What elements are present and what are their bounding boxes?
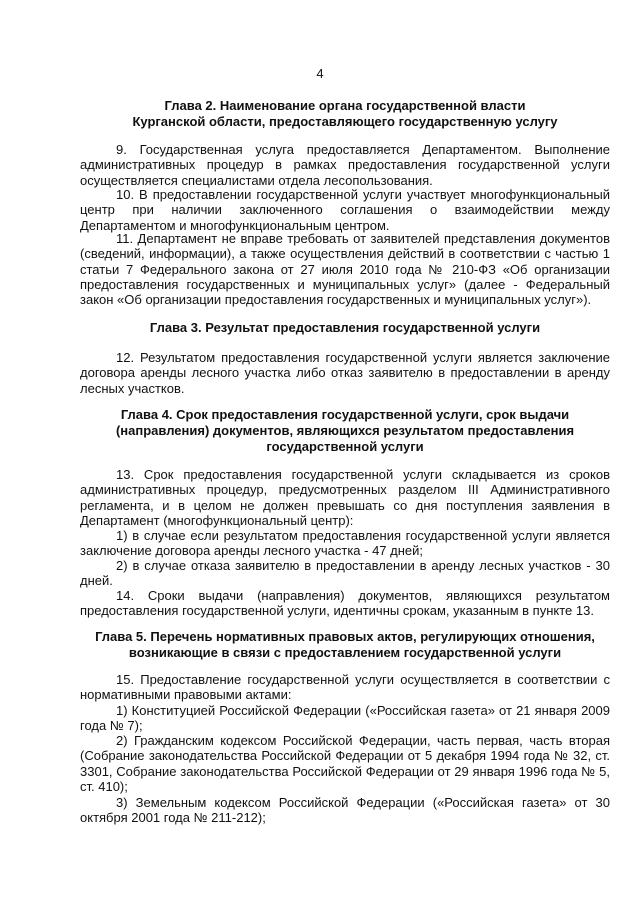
paragraph-15-item-3: 3) Земельным кодексом Российской Федерации («Российская газета» от 30 октября 2001 года № 211-212); — [80, 795, 610, 826]
paragraph-12: 12. Результатом предоставления государственной услуги является заключение договора аренды лесного участка либо отказ заявителю в предоставлении в аренду лесных участков. — [80, 350, 610, 396]
paragraph-15-item-2: 2) Гражданским кодексом Российской Федерации, часть первая, часть вторая (Собрание законодательства Российской Федерации от 5 декабря 1994 года № 32, ст. 3301, Собрание законодательства Российской Федерации от 29 января 1996 года № 5, ст. 410); — [80, 733, 610, 794]
chapter-3-heading: Глава 3. Результат предоставления государственной услуги — [149, 320, 541, 335]
paragraph-13-item-2: 2) в случае отказа заявителю в предоставлении в аренду лесных участков - 30 дней. — [80, 558, 610, 589]
paragraph-14: 14. Сроки выдачи (направления) документов, являющихся результатом предоставления государственной услуги, идентичны срокам, указанным в пункте 13. — [80, 588, 610, 619]
paragraph-10: 10. В предоставлении государственной услуги участвует многофункциональный центр при наличии заключенного соглашения о взаимодействии между Департаментом и многофункциональным центром. — [80, 187, 610, 233]
paragraph-9: 9. Государственная услуга предоставляется Департаментом. Выполнение административных процедур в рамках предоставления государственной услуги осуществляется специалистами отдела лесопользования. — [80, 142, 610, 188]
paragraph-15: 15. Предоставление государственной услуги осуществляется в соответствии с нормативными правовыми актами: — [80, 672, 610, 703]
chapter-5-heading: Глава 5. Перечень нормативных правовых актов, регулирующих отношения, возникающие в связи с предоставлением государственной услуги — [95, 629, 595, 660]
page-number: 4 — [316, 66, 324, 81]
chapter-4-heading: Глава 4. Срок предоставления государственной услуги, срок выдачи (направления) документов, являющихся результатом предоставления государственной услуги — [115, 407, 575, 454]
paragraph-11: 11. Департамент не вправе требовать от заявителей представления документов (сведений, информации), а также осуществления действий в соответствии с частью 1 статьи 7 Федерального закона от 27 июля 2010 года № 210-ФЗ «Об организации предоставления государственных и муниципальных услуг» (далее - Федеральный закон «Об организации предоставления государственных и муниципальных услуг»). — [80, 231, 610, 308]
paragraph-13: 13. Срок предоставления государственной услуги складывается из сроков административных процедур, предусмотренных разделом III Административного регламента, и в целом не должен превышать со дня поступления заявления в Департамент (многофункциональный центр): — [80, 467, 610, 528]
chapter-2-heading: Глава 2. Наименование органа государственной власти Курганской области, предоставляющего государственную услугу — [132, 98, 558, 129]
paragraph-15-item-1: 1) Конституцией Российской Федерации («Российская газета» от 21 января 2009 года № 7); — [80, 703, 610, 734]
paragraph-13-item-1: 1) в случае если результатом предоставления государственной услуги является заключение договора аренды лесного участка - 47 дней; — [80, 528, 610, 559]
